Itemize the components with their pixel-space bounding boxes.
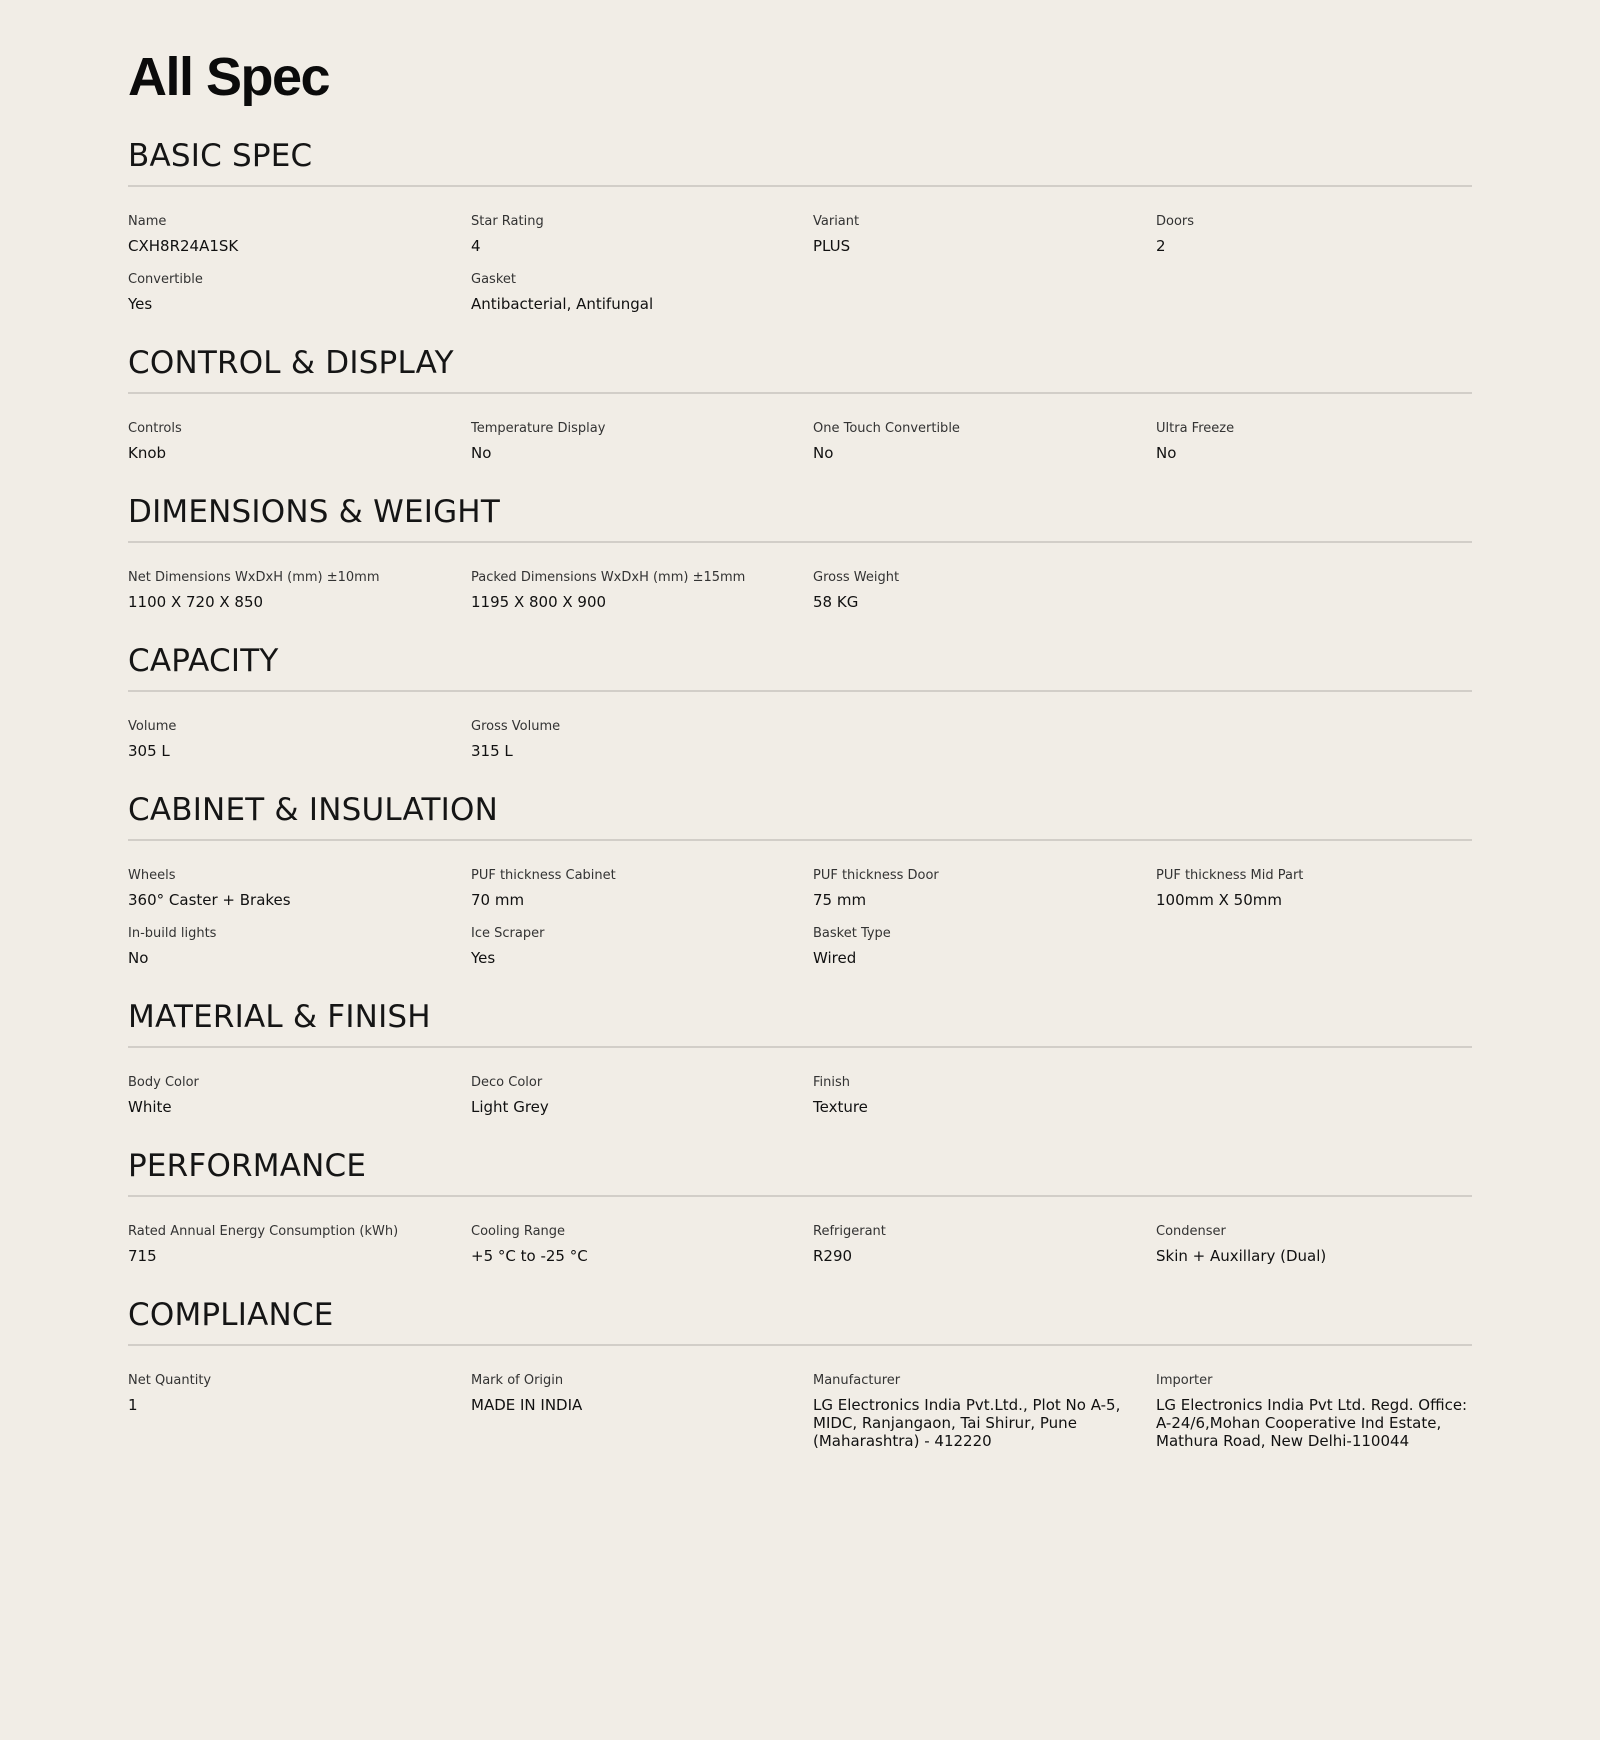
spec-label: Wheels <box>128 868 176 883</box>
section-cabinet-insulation <box>128 790 1472 969</box>
spec-label: Controls <box>128 421 182 436</box>
spec-item-basket-type <box>813 925 1156 969</box>
spec-value: Skin + Auxillary (Dual) <box>1156 1247 1327 1265</box>
spec-label: Mark of Origin <box>471 1373 564 1388</box>
spec-label: Variant <box>813 214 860 229</box>
spec-label: Ultra Freeze <box>1156 421 1235 436</box>
spec-grid <box>128 569 1472 613</box>
spec-label: PUF thickness Cabinet <box>471 868 616 883</box>
spec-value: 1100 X 720 X 850 <box>128 593 264 611</box>
spec-item-net-dimensions <box>128 569 471 613</box>
spec-value: 58 KG <box>813 593 859 611</box>
spec-item-mark-of-origin <box>471 1372 813 1450</box>
spec-grid <box>128 1372 1472 1450</box>
spec-grid <box>128 1074 1472 1118</box>
spec-value: CXH8R24A1SK <box>128 237 239 255</box>
spec-item-convertible <box>128 271 471 315</box>
spec-item-ice-scraper <box>471 925 813 969</box>
spec-item-manufacturer <box>813 1372 1156 1450</box>
spec-value: Light Grey <box>471 1098 549 1116</box>
section-control-display <box>128 343 1472 464</box>
spec-item-one-touch-convertible <box>813 420 1156 464</box>
spec-item-energy-consumption <box>128 1223 471 1267</box>
spec-value: No <box>813 444 834 462</box>
section-capacity <box>128 641 1472 762</box>
spec-label: In-build lights <box>128 926 217 941</box>
spec-item-controls <box>128 420 471 464</box>
section-material-finish <box>128 997 1472 1118</box>
spec-label: Packed Dimensions WxDxH (mm) ±15mm <box>471 570 746 585</box>
spec-item-packed-dimensions <box>471 569 813 613</box>
spec-item-puf-door <box>813 867 1156 911</box>
section-title: MATERIAL & FINISH <box>128 999 431 1035</box>
spec-value: 305 L <box>128 742 170 760</box>
spec-value: Texture <box>813 1098 868 1116</box>
spec-label: Volume <box>128 719 177 734</box>
spec-label: Net Dimensions WxDxH (mm) ±10mm <box>128 570 380 585</box>
section-divider <box>128 541 1472 543</box>
spec-value: PLUS <box>813 237 851 255</box>
spec-label: One Touch Convertible <box>813 421 960 436</box>
spec-label: Finish <box>813 1075 851 1090</box>
spec-item-cooling-range <box>471 1223 813 1267</box>
spec-item-gross-volume <box>471 718 813 762</box>
spec-value: 1 <box>128 1396 138 1414</box>
spec-label: Basket Type <box>813 926 891 941</box>
section-divider <box>128 185 1472 187</box>
spec-value: 315 L <box>471 742 513 760</box>
section-divider <box>128 839 1472 841</box>
spec-label: Deco Color <box>471 1075 543 1090</box>
spec-label: Gross Weight <box>813 570 900 585</box>
spec-grid <box>128 213 1472 315</box>
spec-label: Net Quantity <box>128 1373 212 1388</box>
spec-value: LG Electronics India Pvt.Ltd., Plot No A-5, MIDC, Ranjangaon, Tai Shirur, Pune (Maharashtra) - 412220 <box>813 1396 1121 1450</box>
spec-label: Star Rating <box>471 214 544 229</box>
spec-item-net-quantity <box>128 1372 471 1450</box>
spec-value: Antibacterial, Antifungal <box>471 295 654 313</box>
spec-item-variant <box>813 213 1156 257</box>
spec-value: 1195 X 800 X 900 <box>471 593 607 611</box>
spec-label: Manufacturer <box>813 1373 901 1388</box>
spec-item-in-build-lights <box>128 925 471 969</box>
spec-item-finish <box>813 1074 1156 1118</box>
section-divider <box>128 690 1472 692</box>
spec-label: Importer <box>1156 1373 1213 1388</box>
spec-value: Yes <box>471 949 496 967</box>
spec-value: Wired <box>813 949 857 967</box>
spec-item-deco-color <box>471 1074 813 1118</box>
section-title: BASIC SPEC <box>128 138 313 174</box>
spec-value: LG Electronics India Pvt Ltd. Regd. Office: A-24/6,Mohan Cooperative Ind Estate, Mathura Road, New Delhi-110044 <box>1156 1396 1468 1450</box>
spec-grid <box>128 867 1472 969</box>
spec-value: No <box>1156 444 1177 462</box>
spec-item-refrigerant <box>813 1223 1156 1267</box>
spec-value: No <box>471 444 492 462</box>
section-divider <box>128 1046 1472 1048</box>
spec-item-gasket <box>471 271 813 315</box>
spec-value: R290 <box>813 1247 853 1265</box>
spec-item-gross-weight <box>813 569 1156 613</box>
spec-item-body-color <box>128 1074 471 1118</box>
section-divider <box>128 392 1472 394</box>
spec-item-puf-mid-part <box>1156 867 1472 911</box>
spec-value: White <box>128 1098 172 1116</box>
section-title: CONTROL & DISPLAY <box>128 345 454 381</box>
spec-label: PUF thickness Door <box>813 868 939 883</box>
spec-label: Gasket <box>471 272 516 287</box>
spec-label: Condenser <box>1156 1224 1226 1239</box>
section-divider <box>128 1344 1472 1346</box>
spec-value: No <box>128 949 149 967</box>
spec-value: 715 <box>128 1247 157 1265</box>
spec-grid <box>128 420 1472 464</box>
spec-value: 75 mm <box>813 891 867 909</box>
section-basic-spec <box>128 136 1472 315</box>
spec-value: MADE IN INDIA <box>471 1396 583 1414</box>
spec-item-volume <box>128 718 471 762</box>
section-title: DIMENSIONS & WEIGHT <box>128 494 500 530</box>
section-title: COMPLIANCE <box>128 1297 334 1333</box>
section-dimensions-weight <box>128 492 1472 613</box>
spec-item-puf-cabinet <box>471 867 813 911</box>
spec-value: +5 °C to -25 °C <box>471 1247 588 1265</box>
spec-value: 4 <box>471 237 481 255</box>
spec-item-doors <box>1156 213 1472 257</box>
section-title: CABINET & INSULATION <box>128 792 499 828</box>
spec-grid <box>128 718 1472 762</box>
section-title: CAPACITY <box>128 643 279 679</box>
spec-item-condenser <box>1156 1223 1472 1267</box>
section-performance <box>128 1146 1472 1267</box>
section-divider <box>128 1195 1472 1197</box>
spec-value: 100mm X 50mm <box>1156 891 1282 909</box>
spec-item-ultra-freeze <box>1156 420 1472 464</box>
spec-label: Body Color <box>128 1075 199 1090</box>
spec-label: Doors <box>1156 214 1195 229</box>
spec-value: Yes <box>128 295 153 313</box>
spec-label: Cooling Range <box>471 1224 566 1239</box>
spec-value: 360° Caster + Brakes <box>128 891 291 909</box>
spec-label: Refrigerant <box>813 1224 886 1239</box>
section-title: PERFORMANCE <box>128 1148 367 1184</box>
spec-value: 70 mm <box>471 891 525 909</box>
spec-item-wheels <box>128 867 471 911</box>
spec-label: Gross Volume <box>471 719 561 734</box>
spec-value: 2 <box>1156 237 1166 255</box>
spec-label: Ice Scraper <box>471 926 545 941</box>
spec-item-importer <box>1156 1372 1472 1450</box>
spec-label: Temperature Display <box>471 421 606 436</box>
section-compliance <box>128 1295 1472 1450</box>
spec-item-temperature-display <box>471 420 813 464</box>
spec-grid <box>128 1223 1472 1267</box>
spec-label: Convertible <box>128 272 203 287</box>
spec-label: Rated Annual Energy Consumption (kWh) <box>128 1224 399 1239</box>
page-title: All Spec <box>128 47 330 107</box>
spec-item-star-rating <box>471 213 813 257</box>
spec-value: Knob <box>128 444 167 462</box>
spec-label: PUF thickness Mid Part <box>1156 868 1304 883</box>
spec-label: Name <box>128 214 167 229</box>
spec-item-name <box>128 213 471 257</box>
